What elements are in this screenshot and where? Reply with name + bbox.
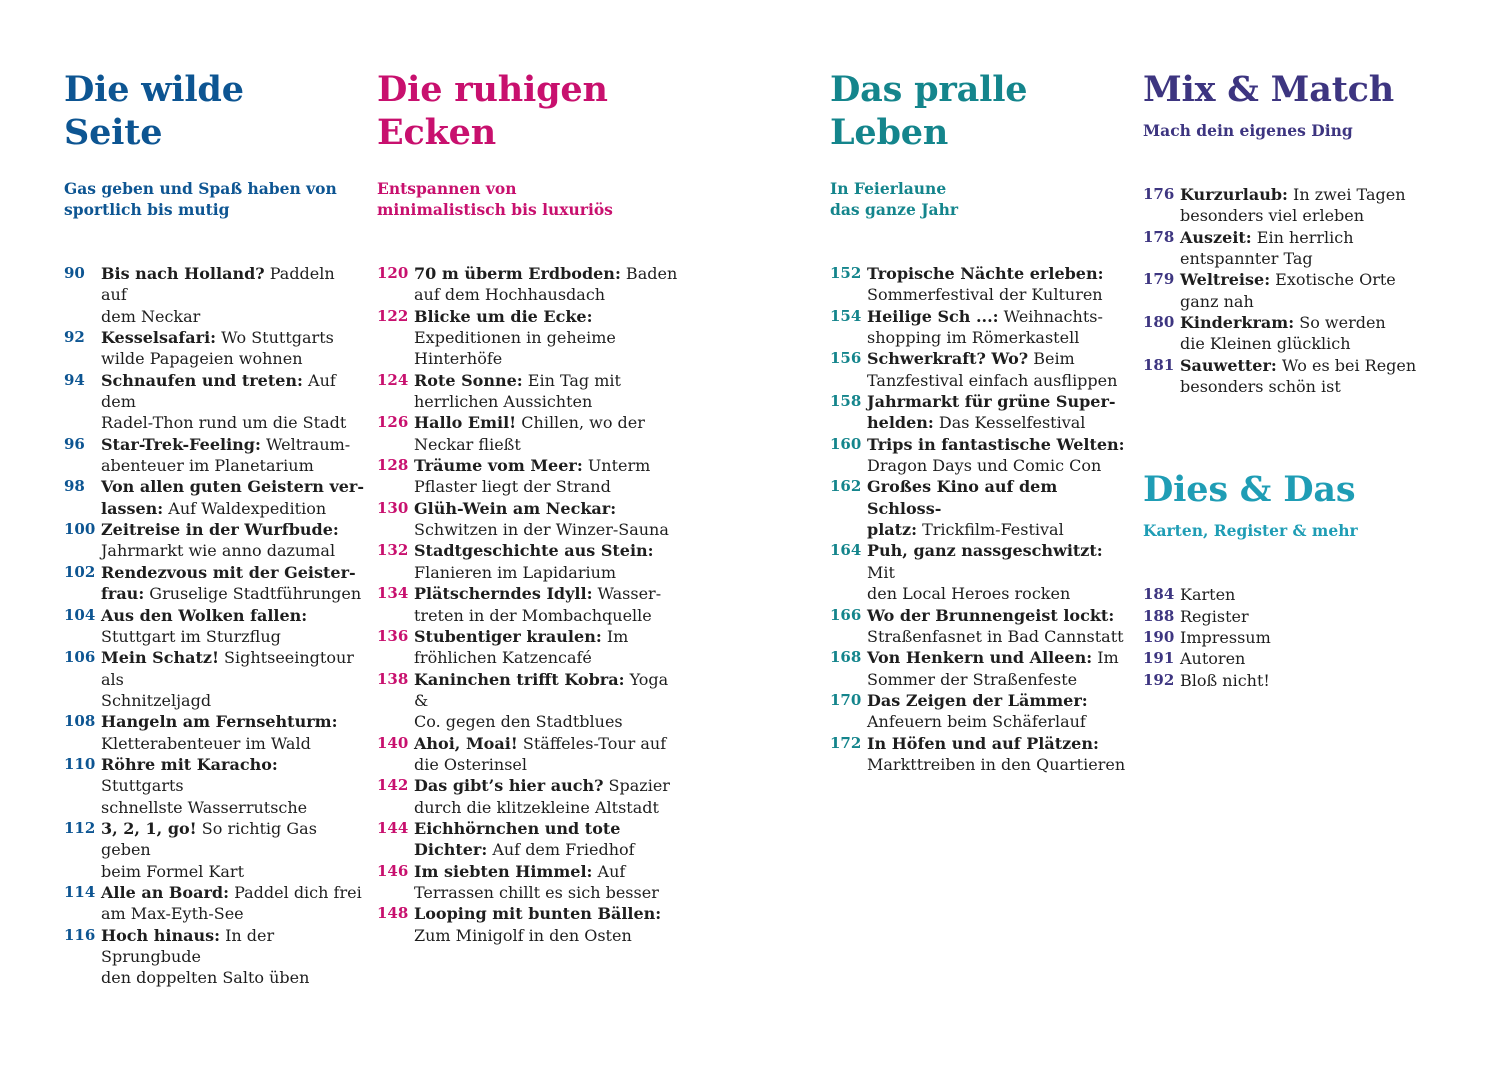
toc-entry (830, 306, 1130, 349)
entry-text (414, 861, 687, 904)
entry-title: Eichhörnchen und tote Dichter: (414, 818, 621, 860)
page-number: 98 (64, 477, 85, 496)
entry-description: Auf dem Friedhof (487, 840, 635, 860)
toc-entry (377, 370, 687, 413)
toc-entry (377, 669, 687, 733)
entry-title: Hallo Emil! (414, 413, 517, 433)
entry-title: In Höfen und auf Plätzen: (867, 733, 1099, 753)
section-subtitle: Entspannen von minimalistisch bis luxuriös (377, 179, 613, 219)
toc-entry (1143, 627, 1463, 648)
entry-title: Looping mit bunten Bällen: (414, 904, 662, 924)
toc-entry (377, 540, 687, 583)
entry-title: Kinderkram: (1180, 313, 1295, 333)
entry-text (867, 476, 1130, 540)
section-die-wilde-seite (64, 68, 364, 989)
page-number: 124 (377, 370, 409, 389)
entry-description: Beim Tanzfestival einfach ausflippen (867, 349, 1118, 390)
section-subtitle: Gas geben und Spaß haben von sportlich bis mutig (64, 179, 337, 219)
entry-text (867, 540, 1130, 604)
entry-text (101, 327, 364, 370)
entry-title: Das Zeigen der Lämmer: (867, 690, 1088, 710)
toc-entry (64, 605, 364, 648)
page-number: 138 (377, 669, 409, 688)
page-number: 142 (377, 776, 409, 795)
entry-text (414, 455, 687, 498)
toc-entry (1143, 648, 1463, 669)
page-number: 190 (1143, 628, 1175, 647)
entry-text (867, 348, 1130, 391)
toc-entry (64, 263, 364, 327)
entry-title: Im siebten Himmel: (414, 861, 593, 881)
entry-description: Sightseeingtour als Schnitzeljagd (101, 648, 354, 710)
toc-entry (830, 647, 1130, 690)
page-number: 90 (64, 264, 85, 282)
entry-description: Spazier durch die klitzekleine Altstadt (414, 776, 670, 817)
page-number: 116 (64, 925, 96, 944)
entry-text (101, 562, 364, 605)
entry-title: Mein Schatz! (101, 648, 219, 668)
page-number: 132 (377, 541, 409, 560)
toc-entry (830, 391, 1130, 434)
entry-title: Wo der Brunnengeist lockt: (867, 605, 1115, 625)
toc-entry (64, 754, 364, 818)
page-number: 140 (377, 733, 409, 752)
toc-entry (64, 370, 364, 434)
entry-description: Im fröhlichen Katzencafé (414, 626, 629, 668)
page-number: 176 (1143, 185, 1175, 203)
page-number: 134 (377, 584, 409, 603)
toc-entry (1143, 227, 1463, 270)
toc-entry (1143, 184, 1463, 227)
entry-text (867, 647, 1130, 690)
entry-title: Kaninchen trifft Kobra: (414, 669, 625, 689)
entry-title: Zeitreise in der Wurfbude: (101, 520, 339, 540)
entry-title: Puh, ganz nassgeschwitzt: (867, 541, 1103, 561)
entry-description: Jahrmarkt wie anno dazumal (101, 541, 336, 561)
entry-text (414, 733, 687, 776)
entry-text (1180, 355, 1463, 398)
entry-description: Wo es bei Regen besonders schön ist (1180, 355, 1417, 397)
entry-text (101, 882, 364, 925)
page-number: 152 (830, 264, 862, 282)
entry-description: In der Sprungbude den doppelten Salto üben (101, 925, 310, 988)
page-number: 122 (377, 306, 409, 325)
toc-entry (1143, 584, 1463, 605)
toc-entry (64, 562, 364, 605)
page-number: 168 (830, 648, 862, 667)
page-number: 106 (64, 648, 96, 667)
page-number: 110 (64, 754, 96, 773)
entry-title: Hangeln am Fernsehturm: (101, 712, 338, 732)
entry-title: Star-Trek-Feeling: (101, 434, 261, 454)
entry-title: Von Henkern und Alleen: (867, 648, 1093, 668)
page-number: 160 (830, 434, 862, 453)
entry-text (867, 306, 1130, 349)
entry-description: Bloß nicht! (1180, 670, 1270, 690)
toc-entry (64, 925, 364, 989)
entry-text (414, 540, 687, 583)
page-number: 100 (64, 520, 96, 539)
section-title: Das pralle Leben (830, 69, 1028, 153)
entry-title: Glüh-Wein am Neckar: (414, 498, 617, 518)
page-number: 130 (377, 498, 409, 517)
entry-text (1180, 627, 1463, 648)
entry-description: Ein herrlich entspannter Tag (1180, 227, 1354, 269)
entry-description: Markttreiben in den Quartieren (867, 754, 1126, 774)
page-number: 164 (830, 541, 862, 560)
toc-entry (377, 498, 687, 541)
toc-entry (830, 605, 1130, 648)
entry-text (414, 306, 687, 370)
entry-text (414, 818, 687, 861)
entry-text (1180, 312, 1463, 355)
toc-entry (377, 903, 687, 946)
toc-entry (377, 455, 687, 498)
entry-description: Das Kesselfestival (933, 413, 1086, 433)
entry-text (1180, 606, 1463, 627)
entry-list (1143, 584, 1463, 691)
page-number: 104 (64, 605, 96, 624)
toc-entry (64, 327, 364, 370)
toc-entry (830, 434, 1130, 477)
toc-entry (830, 476, 1130, 540)
entry-description: Im Sommer der Straßenfeste (867, 648, 1119, 689)
entry-text (414, 498, 687, 541)
entry-text (101, 754, 364, 818)
entry-text (867, 733, 1130, 776)
entry-text (867, 690, 1130, 733)
entry-description: So richtig Gas geben beim Formel Kart (101, 818, 317, 881)
section-title: Die ruhigen Ecken (377, 69, 608, 153)
entry-text (101, 476, 364, 519)
entry-description: Impressum (1180, 628, 1271, 648)
entry-text (101, 370, 364, 434)
entry-description: Kletterabenteuer im Wald (101, 733, 311, 753)
entry-text (101, 647, 364, 711)
entry-description: Karten (1180, 585, 1236, 605)
entry-title: Weltreise: (1180, 270, 1271, 290)
entry-title: Heilige Sch ...: (867, 306, 999, 326)
entry-title: Das gibt’s hier auch? (414, 776, 604, 796)
entry-description: Auf Terrassen chillt es sich besser (414, 861, 659, 902)
entry-title: 70 m überm Erdboden: (414, 264, 621, 283)
entry-description: So werden die Kleinen glücklich (1180, 313, 1386, 354)
entry-text (867, 391, 1130, 434)
entry-description: Wasser- treten in der Mombachquelle (414, 584, 662, 625)
toc-entry (1143, 312, 1463, 355)
entry-title: Auszeit: (1180, 227, 1252, 247)
toc-entry (64, 434, 364, 477)
page-number: 192 (1143, 670, 1175, 689)
entry-title: Rote Sonne: (414, 370, 523, 390)
entry-text (414, 626, 687, 669)
entry-list (377, 263, 687, 946)
entry-text (414, 412, 687, 455)
entry-title: 3, 2, 1, go! (101, 818, 197, 838)
entry-title: Schwerkraft? Wo? (867, 349, 1029, 369)
page-number: 162 (830, 477, 862, 496)
entry-list (1143, 184, 1463, 397)
page-number: 180 (1143, 313, 1175, 332)
page-number: 126 (377, 413, 409, 432)
page-number: 144 (377, 818, 409, 837)
toc-entry (377, 818, 687, 861)
section-das-pralle-leben (830, 68, 1130, 775)
toc-entry (64, 519, 364, 562)
entry-description: Anfeuern beim Schäferlauf (867, 712, 1086, 732)
section-die-ruhigen-ecken (377, 68, 687, 946)
entry-title: Großes Kino auf dem Schloss- platz: (867, 477, 1058, 540)
entry-description: Weltraum- abenteuer im Planetarium (101, 434, 351, 476)
entry-title: Plätscherndes Idyll: (414, 584, 593, 604)
page-number: 92 (64, 328, 85, 347)
entry-title: Tropische Nächte erleben: (867, 264, 1104, 283)
entry-description: Sommerfestival der Kulturen (867, 285, 1103, 305)
entry-text (101, 711, 364, 754)
entry-text (867, 434, 1130, 477)
entry-text (414, 669, 687, 733)
page-number: 181 (1143, 355, 1175, 374)
entry-text (867, 263, 1130, 306)
entry-description: Stuttgart im Sturzflug (101, 626, 281, 646)
entry-title: Kesselsafari: (101, 328, 217, 348)
entry-description: Mit den Local Heroes rocken (867, 562, 1071, 604)
section-subtitle: In Feierlaune das ganze Jahr (830, 179, 959, 219)
toc-entry (830, 733, 1130, 776)
entry-text (414, 903, 687, 946)
page-number: 148 (377, 904, 409, 923)
page-number: 136 (377, 626, 409, 645)
entry-text (414, 370, 687, 413)
toc-entry (377, 775, 687, 818)
page-number: 96 (64, 434, 85, 453)
entry-title: Ahoi, Moai! (414, 733, 518, 753)
entry-description: Dragon Days und Comic Con (867, 456, 1102, 476)
entry-description: Chillen, wo der Neckar fließt (414, 413, 645, 454)
entry-text (1180, 584, 1463, 605)
entry-description: Trickfilm-Festival (917, 520, 1064, 540)
page-number: 191 (1143, 649, 1175, 668)
toc-entry (64, 711, 364, 754)
toc-entry (64, 647, 364, 711)
entry-title: Träume vom Meer: (414, 456, 583, 476)
toc-entry (377, 412, 687, 455)
page-number: 94 (64, 370, 85, 389)
page-number: 112 (64, 818, 96, 837)
entry-text (1180, 670, 1463, 691)
page-number: 166 (830, 605, 862, 624)
toc-entry (64, 818, 364, 882)
page-number: 188 (1143, 606, 1175, 625)
entry-description: Auf Waldexpedition (163, 498, 327, 518)
page-number: 146 (377, 861, 409, 880)
entry-description: Auf dem Radel-Thon rund um die Stadt (101, 370, 347, 433)
entry-text (414, 775, 687, 818)
toc-entry (377, 263, 687, 306)
entry-description: Autoren (1180, 649, 1246, 669)
entry-description: Flanieren im Lapidarium (414, 562, 617, 582)
section-title: Die wilde Seite (64, 69, 244, 153)
entry-text (867, 605, 1130, 648)
page-number: 156 (830, 349, 862, 368)
entry-description: Straßenfasnet in Bad Cannstatt (867, 626, 1124, 646)
page-number: 154 (830, 306, 862, 325)
entry-description: Paddel dich frei am Max-Eyth-See (101, 882, 362, 924)
entry-description: Ein Tag mit herrlichen Aussichten (414, 370, 621, 412)
entry-title: Hoch hinaus: (101, 925, 220, 945)
toc-entry (64, 476, 364, 519)
entry-title: Aus den Wolken fallen: (101, 605, 308, 625)
page-number: 179 (1143, 270, 1175, 289)
page-number: 102 (64, 562, 96, 581)
entry-text (414, 583, 687, 626)
entry-title: Von allen guten Geistern ver- lassen: (101, 477, 364, 518)
entry-text (1180, 184, 1463, 227)
toc-entry (377, 626, 687, 669)
entry-text (101, 925, 364, 989)
entry-title: Alle an Board: (101, 882, 229, 902)
entry-description: Weihnachts- shopping im Römerkastell (867, 306, 1103, 348)
toc-entry (377, 306, 687, 370)
page-number: 170 (830, 690, 862, 709)
entry-title: Schnaufen und treten: (101, 370, 303, 390)
entry-description: Schwitzen in der Winzer-Sauna (414, 520, 669, 540)
toc-entry (830, 540, 1130, 604)
page-number: 120 (377, 264, 409, 282)
entry-description: Paddeln auf dem Neckar (101, 264, 335, 326)
entry-text (101, 263, 364, 327)
toc-entry (377, 733, 687, 776)
entry-description: Expeditionen in geheime Hinterhöfe (414, 328, 616, 369)
entry-title: Sauwetter: (1180, 355, 1277, 375)
page-number: 184 (1143, 585, 1175, 604)
entry-title: Stubentiger kraulen: (414, 626, 602, 646)
entry-description: Stäffeles-Tour auf die Osterinsel (414, 733, 667, 774)
toc-entry (830, 263, 1130, 306)
entry-title: Rendezvous mit der Geister- frau: (101, 562, 356, 604)
toc-entry (1143, 269, 1463, 312)
entry-description: Baden auf dem Hochhausdach (414, 264, 678, 305)
entry-title: Kurzurlaub: (1180, 185, 1288, 204)
page-number: 128 (377, 456, 409, 475)
entry-title: Stadtgeschichte aus Stein: (414, 541, 654, 561)
toc-entry (1143, 670, 1463, 691)
toc-entry (64, 882, 364, 925)
page-number: 108 (64, 712, 96, 731)
toc-entry (377, 583, 687, 626)
entry-text (101, 519, 364, 562)
entry-text (101, 605, 364, 648)
section-title: Mix & Match (1143, 69, 1395, 110)
toc-entry (830, 348, 1130, 391)
entry-text (101, 818, 364, 882)
entry-title: Blicke um die Ecke: (414, 306, 593, 326)
page-number: 178 (1143, 227, 1175, 246)
entry-title: Jahrmarkt für grüne Super- helden: (867, 392, 1116, 433)
page-number: 158 (830, 392, 862, 411)
entry-description: Stuttgarts schnellste Wasserrutsche (101, 776, 308, 817)
toc-entry (830, 690, 1130, 733)
toc-entry (1143, 606, 1463, 627)
entry-text (101, 434, 364, 477)
entry-text (414, 263, 687, 306)
entry-description: Unterm Pflaster liegt der Strand (414, 456, 651, 497)
page-number: 172 (830, 733, 862, 752)
entry-text (1180, 227, 1463, 270)
entry-description: Yoga & Co. gegen den Stadtblues (414, 669, 669, 732)
entry-title: Röhre mit Karacho: (101, 754, 278, 774)
entry-description: Register (1180, 606, 1249, 626)
entry-description: In zwei Tagen besonders viel erleben (1180, 185, 1406, 226)
section-title: Dies & Das (1143, 469, 1356, 511)
page-number: 114 (64, 882, 96, 901)
entry-description: Zum Minigolf in den Osten (414, 925, 632, 945)
toc-entry (377, 861, 687, 904)
entry-description: Wo Stuttgarts wilde Papageien wohnen (101, 328, 334, 369)
entry-title: Bis nach Holland? (101, 264, 265, 283)
section-mix-and-match-dies-und-das (1143, 68, 1463, 691)
toc-entry (1143, 355, 1463, 398)
entry-title: Trips in fantastische Welten: (867, 434, 1125, 454)
section-subtitle: Mach dein eigenes Ding (1143, 121, 1353, 140)
entry-text (1180, 269, 1463, 312)
entry-list (64, 263, 364, 989)
entry-text (1180, 648, 1463, 669)
section-subtitle: Karten, Register & mehr (1143, 521, 1358, 541)
entry-list (830, 263, 1130, 775)
entry-description: Exotische Orte ganz nah (1180, 270, 1396, 311)
entry-description: Gruselige Stadtführungen (144, 584, 362, 604)
